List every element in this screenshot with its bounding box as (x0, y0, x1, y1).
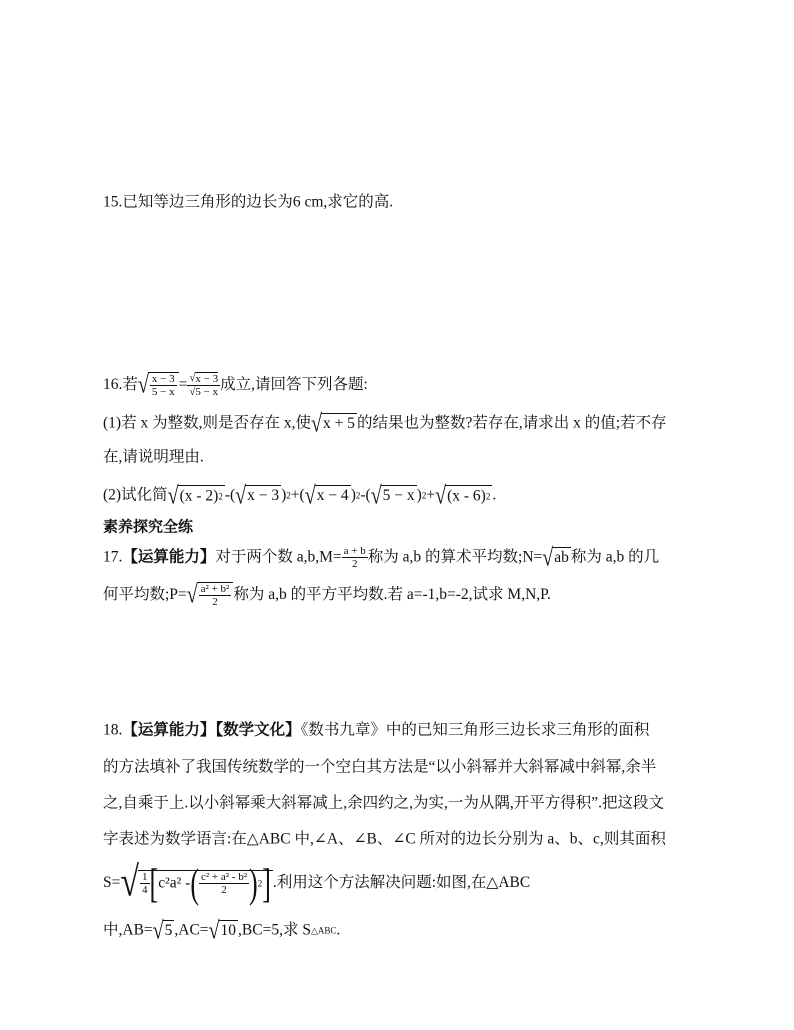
question-18-line-2: 的方法填补了我国传统数学的一个空白其方法是“以小斜幂并大斜幂减中斜幂,余半 (103, 758, 657, 776)
radical-2: √x − 3 (235, 481, 280, 510)
question-17-line-2: 何平均数;P=√ $\frac{\text{a² + b²}}{2}$ 称为 a,b 的平方平均数.若 a=-1,b=-2,试求 M,N,P. (103, 581, 551, 609)
question-16-part-1: (1)若 x 为整数,则是否存在 x,使√x + 5 的结果也为整数?若存在,请求出 x 的值;若不存 (103, 409, 667, 438)
radical-1: √(x - 2)2 (167, 481, 223, 510)
question-16-stem: 16.若√ $\frac{x - 3}{5 - x}$ = $\frac{√x - 3}{√5 - x}$ 成立,请回答下列各题: (103, 371, 368, 399)
question-18-line-3: 之,自乘于上.以小斜幂乘大斜幂减上,余四约之,为实,一为从隅,开平方得积”.把这段文 (103, 794, 665, 812)
question-18-formula: S=√ $\frac{1}{4}$ [c²a² -( $\frac{\text{c² + a² - b²}}{2}$ )2] .利用这个方法解决问题:如图,在△ABC (103, 859, 531, 906)
p-radical: √ $\frac{\text{a² + b²}}{2}$ (187, 582, 234, 608)
tag-math-culture: 【数学文化】 (215, 721, 301, 739)
question-18-line-6: 中,AB=√5 ,AC=√10 ,BC=5,求 S△ABC. (103, 916, 341, 945)
condition-radical: √ $\frac{x - 3}{5 - x}$ (138, 372, 179, 398)
m-fraction: $\frac{a + b}{2}$ (343, 545, 366, 570)
question-15-text: 15.已知等边三角形的边长为6 cm,求它的高. (103, 193, 394, 211)
radical-10-ac: √10 (208, 916, 237, 945)
tag-computation: 【运算能力】 (122, 721, 216, 739)
rhs-fraction: $\frac{√x - 3}{√5 - x}$ (189, 372, 219, 398)
question-16-part-2: (2)试化简√(x - 2)2 -(√x − 3 )2+(√x − 4 )2-(√5 − x )2+√(x - 6)2 . (103, 481, 497, 510)
radical-5: √(x - 6)2 (435, 481, 491, 510)
question-16-part-1-cont: 在,请说明理由. (103, 448, 204, 466)
question-18-line-1: 18.【运算能力】【数学文化】《数书九章》中的已知三角形三边长求三角形的面积 (103, 721, 650, 739)
tag-computation: 【运算能力】 (122, 548, 216, 566)
question-18-line-4: 字表述为数学语言:在△ABC 中,∠A、∠B、∠C 所对的边长分别为 a、b、c,则其面积 (103, 830, 666, 848)
n-radical: √ab (542, 543, 569, 572)
radical-x-plus-5: √x + 5 (310, 409, 355, 438)
area-radical: √ $\frac{1}{4}$ [c²a² -( $\frac{\text{c² + a² - b²}}{2}$ )2] (120, 859, 271, 906)
question-17-line-1: 17.【运算能力】对于两个数 a,b,M= $\frac{a + b}{2}$ 称为 a,b 的算术平均数;N=√ab 称为 a,b 的几 (103, 543, 660, 572)
radical-4: √5 − x (370, 481, 415, 510)
section-title: 素养探究全练 (103, 517, 194, 536)
radical-3: √x − 4 (304, 481, 349, 510)
question-15 (103, 192, 393, 212)
radical-5-ab: √5 (152, 916, 173, 945)
